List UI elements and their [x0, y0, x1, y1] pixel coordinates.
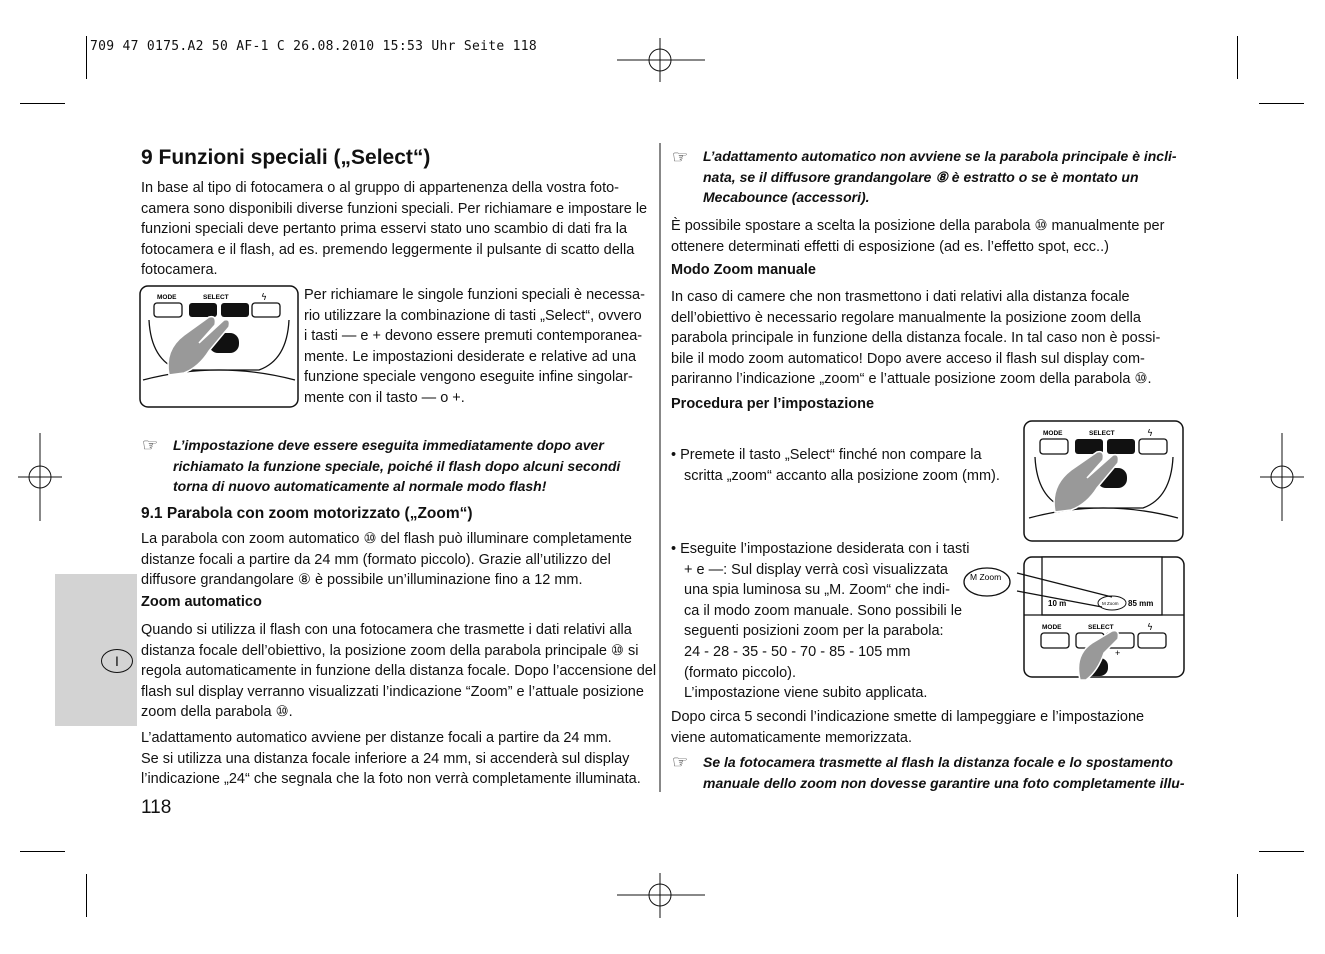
flash-panel-figure-zoom — [1023, 420, 1184, 542]
zoom-paragraph: La parabola con zoom automatico ⑩ del flash può illuminare completamente distanze focali a partire da 24 mm (formato piccolo). Grazie all’utilizzo del diffusore grandangolare ⑧ è possibile un’illuminazione fino a 12 mm. — [141, 531, 632, 589]
fig3-mode-label: MODE — [1042, 624, 1062, 631]
fig2-mode-label: MODE — [1043, 430, 1063, 437]
print-slug: 709 47 0175.A2 50 AF-1 C 26.08.2010 15:53 Uhr Seite 118 — [90, 39, 537, 54]
manual-position-paragraph: È possibile spostare a scelta la posizione della parabola ⑩ manualmente per ottenere determinati effetti di esposizione (ad es. l’effetto spot, ecc..) — [671, 218, 1165, 255]
language-tab-letter: I — [101, 649, 133, 673]
display-focal: 85 mm — [1128, 599, 1154, 608]
subhead-manual-zoom: Modo Zoom manuale — [671, 262, 816, 278]
display-mzoom: M Zoom — [1102, 601, 1119, 606]
memorize-paragraph: Dopo circa 5 secondi l’indicazione smette di lampeggiare e l’impostazione viene automaticamente memorizzata. — [671, 709, 1145, 746]
note-hand-icon: ☞ — [672, 752, 689, 772]
subhead-auto-zoom: Zoom automatico — [141, 594, 262, 610]
flash-display-figure — [962, 555, 1186, 680]
note-timing: L’impostazione deve essere eseguita immediatamente dopo aver richiamato la funzione speciale, poiché il flash dopo alcuni secondi torna di nuovo automaticamente al normale modo flash! — [173, 437, 621, 495]
page-number: 118 — [141, 797, 172, 818]
section-title-zoom: 9.1 Parabola con zoom motorizzato („Zoom“) — [141, 505, 473, 522]
note-hand-icon: ☞ — [142, 435, 159, 455]
fig2-flash-label: ϟ — [1147, 429, 1153, 439]
bullet-adjust: • Eseguite l’impostazione desiderata con i tasti + e —: Sul display verrà così visualizzata una spia luminosa su „M. Zoom“ che indi- ca il modo zoom manuale. Sono possibili le seguenti posizioni zoom per la parabola: 24 - 28 - 35 - 50 - 70 - 85 - 105 mm (formato piccolo). L’impostazione viene subito applicata. — [671, 541, 970, 702]
bullet-select: • Premete il tasto „Select“ finché non compare la scritta „zoom“ accanto alla posizione zoom (mm). — [671, 447, 1000, 484]
subhead-procedure: Procedura per l’impostazione — [671, 396, 875, 412]
manual-zoom-paragraph: In caso di camere che non trasmettono i dati relativi alla distanza focale dell’obiettivo è necessario regolare manualmente la posizione zoom della parabola principale in funzione della distanza focale. In tal caso non è possi- bile il modo zoom automatico! Dopo avere acceso il flash sul display com- pariranno l’indicazione „zoom“ e l’attuale posizione zoom della parabola ⑩. — [671, 289, 1161, 388]
fig3-select-label: SELECT — [1088, 624, 1114, 631]
fig1-mode-label: MODE — [157, 294, 177, 301]
display-distance: 10 m — [1048, 599, 1067, 608]
note-camera-transmits: Se la fotocamera trasmette al flash la distanza focale e lo spostamento manuale dello zoom non dovesse garantire una foto completamente illu- — [703, 754, 1185, 791]
intro-paragraph: In base al tipo di fotocamera o al gruppo di appartenenza della vostra foto- camera sono disponibili diverse funzioni speciali. Per richiamare e impostare le funzioni speciali deve pertanto prima esservi stato uno scambio di dati fra la fotocamera e il flash, ad es. premendo leggermente il pulsante di scatto della fotocamera. — [141, 180, 648, 279]
fig1-flash-label: ϟ — [261, 293, 267, 303]
flash-panel-figure-select — [139, 285, 299, 408]
fig3-flash-label: ϟ — [1147, 623, 1153, 633]
page-title: 9 Funzioni speciali („Select“) — [141, 146, 431, 169]
fig1-select-label: SELECT — [203, 294, 229, 301]
callout-mzoom: M Zoom — [970, 572, 1002, 582]
auto-zoom-paragraph: Quando si utilizza il flash con una fotocamera che trasmette i dati relativi alla distanza focale dell’obiettivo, la posizione zoom della parabola principale ⑩ si regola automaticamente in funzione della distanza focale. Dopo l’accensione del flash sul display verranno visualizzati l’indicazione “Zoom” e l’attuale posizione zoom della parabola ⑩. — [141, 622, 657, 721]
note-no-auto: L’adattamento automatico non avviene se la parabola principale è incli- nata, se il diffusore grandangolare ⑧ è estratto o se è montato un Mecabounce (accessori). — [703, 148, 1177, 206]
auto-zoom-paragraph-2: L’adattamento automatico avviene per distanze focali a partire da 24 mm. Se si utilizza una distanza focale inferiore a 24 mm, si accenderà sul display l’indicazione „24“ che segnala che la foto non verrà completamente illuminata. — [141, 730, 641, 788]
select-explanation: Per richiamare le singole funzioni speciali è necessa- rio utilizzare la combinazione di tasti „Select“, ovvero i tasti — e + devono essere premuti contemporanea- mente. Le impostazioni desiderate e relative ad una funzione speciale vengono eseguite infine singolar- mente con il tasto — o +. — [304, 287, 645, 406]
fig3-plus: + — [1115, 648, 1121, 658]
note-hand-icon: ☞ — [672, 147, 689, 167]
fig2-select-label: SELECT — [1089, 430, 1115, 437]
